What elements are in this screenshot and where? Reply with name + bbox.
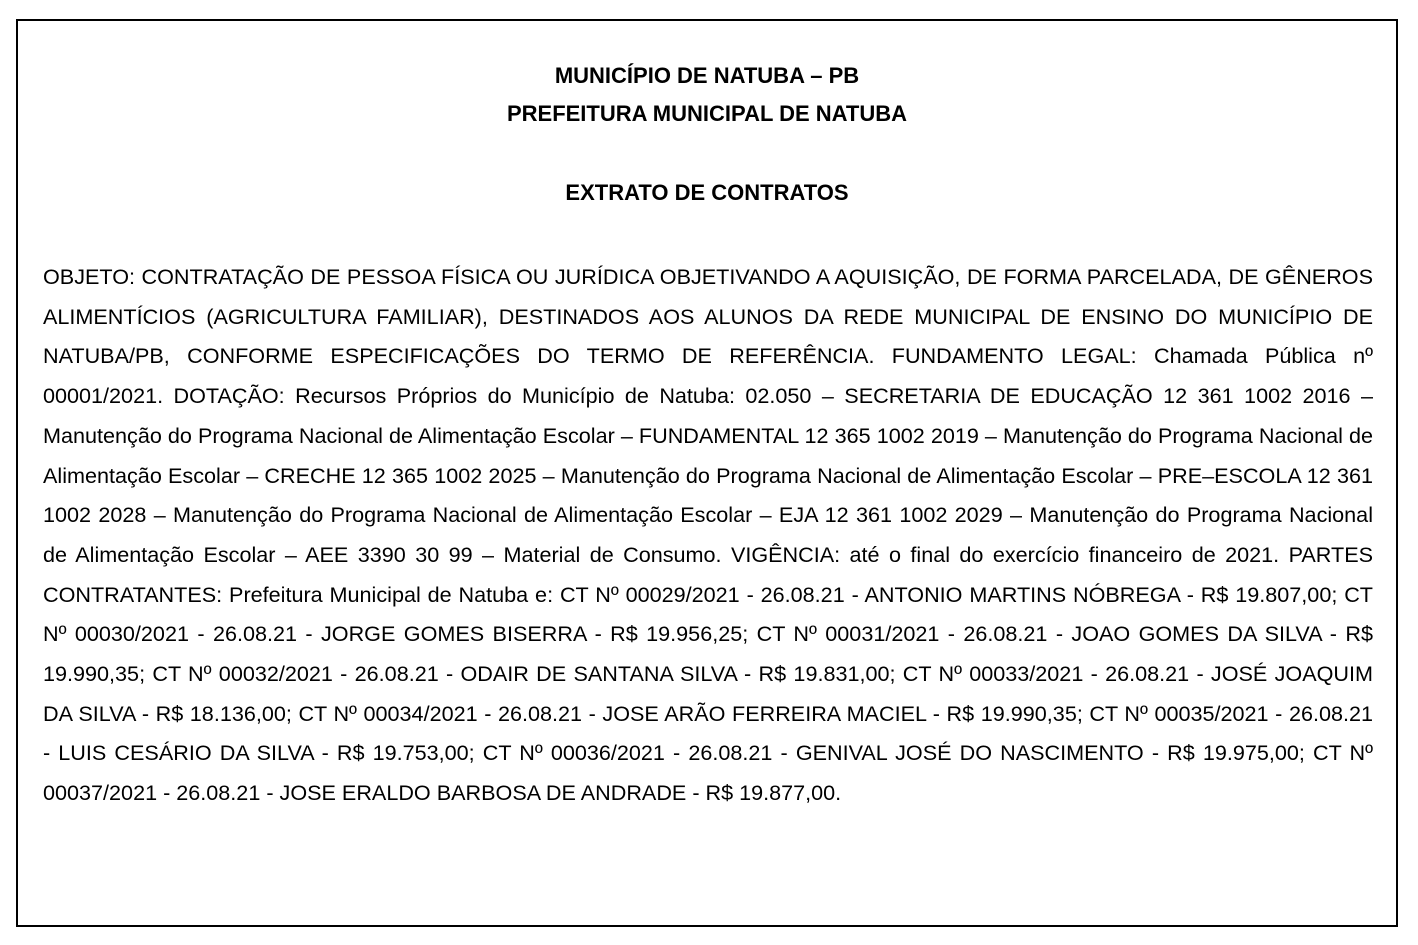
document-title: EXTRATO DE CONTRATOS bbox=[565, 180, 849, 205]
contract-extract-body: OBJETO: CONTRATAÇÃO DE PESSOA FÍSICA OU JURÍDICA OBJETIVANDO A AQUISIÇÃO, DE FORMA PARCELADA, DE GÊNEROS ALIMENTÍCIOS (AGRICULTURA FAMILIAR), DESTINADOS AOS ALUNOS DA REDE MUNICIPAL DE ENSINO DO MUNICÍPIO DE NATUBA/PB, CONFORME ESPECIFICAÇÕES DO TERMO DE REFERÊNCIA. FUNDAMENTO LEGAL: Chamada Pública nº 00001/2021. DOTAÇÃO: Recursos Próprios do Município de Natuba: 02.050 – SECRETARIA DE EDUCAÇÃO 12 361 1002 2016 – Manutenção do Programa Nacional de Alimentação Escolar – FUNDAMENTAL 12 365 1002 2019 – Manutenção do Programa Nacional de Alimentação Escolar – CRECHE 12 365 1002 2025 – Manutenção do Programa Nacional de Alimentação Escolar – PRE–ESCOLA 12 361 1002 2028 – Manutenção do Programa Nacional de Alimentação Escolar – EJA 12 361 1002 2029 – Manutenção do Programa Nacional de Alimentação Escolar – AEE 3390 30 99 – Material de Consumo. VIGÊNCIA: até o final do exercício financeiro de 2021. PARTES CONTRATANTES: Prefeitura Municipal de Natuba e: CT Nº 00029/2021 - 26.08.21 - ANTONIO MARTINS NÓBREGA - R$ 19.807,00; CT Nº 00030/2021 - 26.08.21 - JORGE GOMES BISERRA - R$ 19.956,25; CT Nº 00031/2021 - 26.08.21 - JOAO GOMES DA SILVA - R$ 19.990,35; CT Nº 00032/2021 - 26.08.21 - ODAIR DE SANTANA SILVA - R$ 19.831,00; CT Nº 00033/2021 - 26.08.21 - JOSÉ JOAQUIM DA SILVA - R$ 18.136,00; CT Nº 00034/2021 - 26.08.21 - JOSE ARÃO FERREIRA MACIEL - R$ 19.990,35; CT Nº 00035/2021 - 26.08.21 - LUIS CESÁRIO DA SILVA - R$ 19.753,00; CT Nº 00036/2021 - 26.08.21 - GENIVAL JOSÉ DO NASCIMENTO - R$ 19.975,00; CT Nº 00037/2021 - 26.08.21 - JOSE ERALDO BARBOSA DE ANDRADE - R$ 19.877,00. bbox=[43, 264, 1373, 806]
city-hall-heading: PREFEITURA MUNICIPAL DE NATUBA bbox=[506, 101, 908, 126]
document-frame bbox=[16, 19, 1398, 927]
municipality-heading: MUNICÍPIO DE NATUBA – PB bbox=[554, 63, 860, 88]
